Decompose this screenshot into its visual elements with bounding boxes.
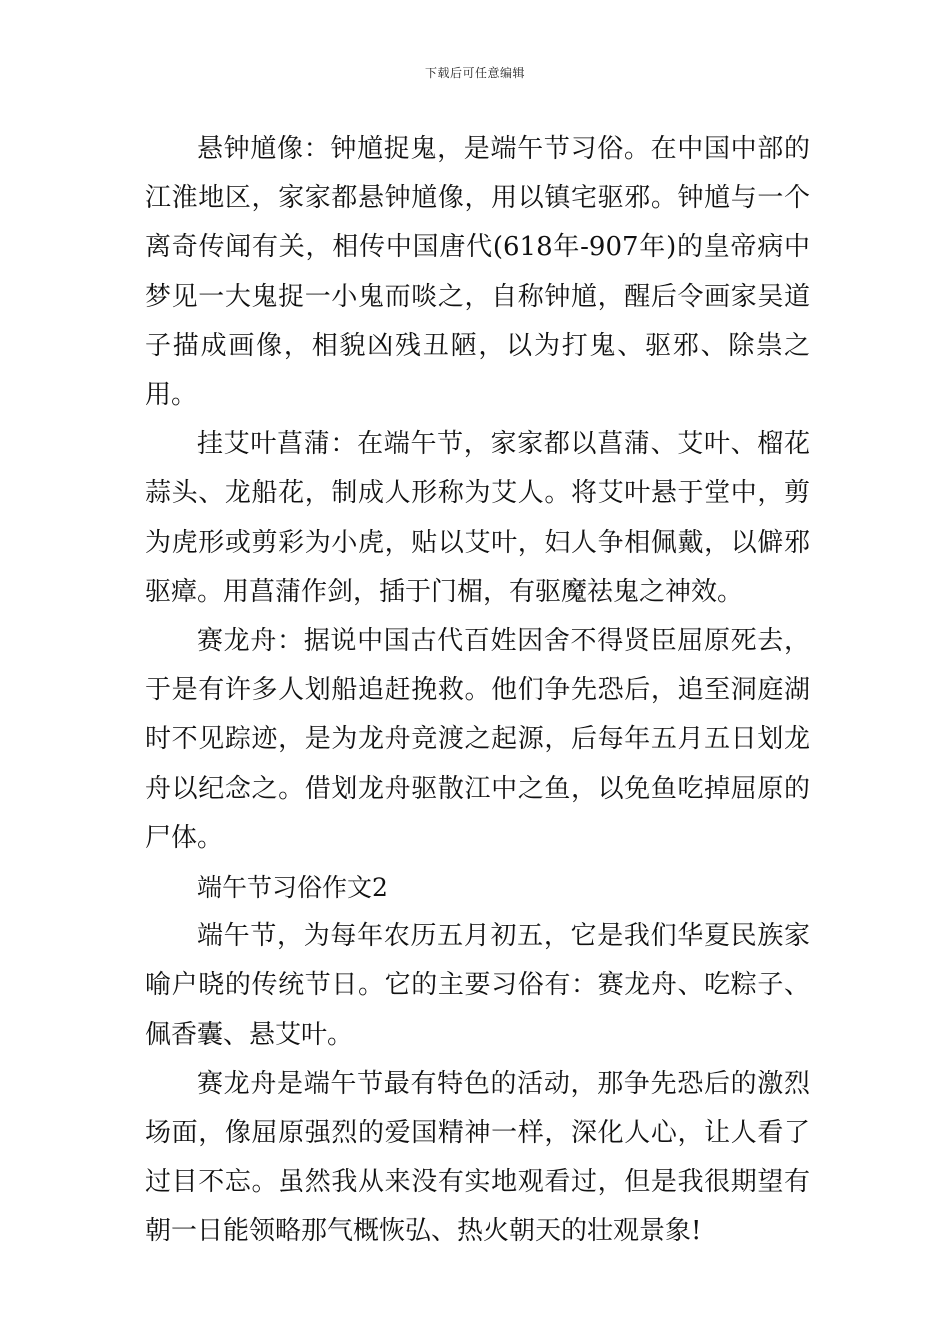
paragraph-aiye-changpu: 挂艾叶菖蒲：在端午节，家家都以菖蒲、艾叶、榴花蒜头、龙船花，制成人形称为艾人。将艾叶悬于堂中，剪为虎形或剪彩为小虎，贴以艾叶，妇人争相佩戴，以僻邪驱瘴。用菖蒲作剑，插于门楣，有驱魔祛鬼之神效。 <box>145 429 810 607</box>
section-title: 端午节习俗作文2 <box>197 873 388 903</box>
paragraph-dragon-boat: 赛龙舟：据说中国古代百姓因舍不得贤臣屈原死去，于是有许多人划船追赶挽救。他们争先恐后，追至洞庭湖时不见踪迹，是为龙舟竞渡之起源，后每年五月五日划龙舟以纪念之。借划龙舟驱散江中之鱼，以免鱼吃掉屈原的尸体。 <box>145 626 810 853</box>
page-header: 下载后可任意编辑 <box>424 66 525 80</box>
paragraph-festival-intro: 端午节，为每年农历五月初五，它是我们华夏民族家喻户晓的传统节日。它的主要习俗有：赛龙舟、吃粽子、佩香囊、悬艾叶。 <box>145 921 810 1050</box>
paragraph-zhongkui: 悬钟馗像：钟馗捉鬼，是端午节习俗。在中国中部的江淮地区，家家都悬钟馗像，用以镇宅驱邪。钟馗与一个离奇传闻有关，相传中国唐代(618年-907年)的皇帝病中梦见一大鬼捉一小鬼而啖之，自称钟馗，醒后令画家吴道子描成画像，相貌凶残丑陋，以为打鬼、驱邪、除祟之用。 <box>145 134 810 411</box>
paragraph-dragon-boat-race: 赛龙舟是端午节最有特色的活动，那争先恐后的激烈场面，像屈原强烈的爱国精神一样，深化人心，让人看了过目不忘。虽然我从来没有实地观看过，但是我很期望有朝一日能领略那气概恢弘、热火朝天的壮观景象! <box>145 1068 810 1247</box>
document-body <box>145 125 810 1257</box>
